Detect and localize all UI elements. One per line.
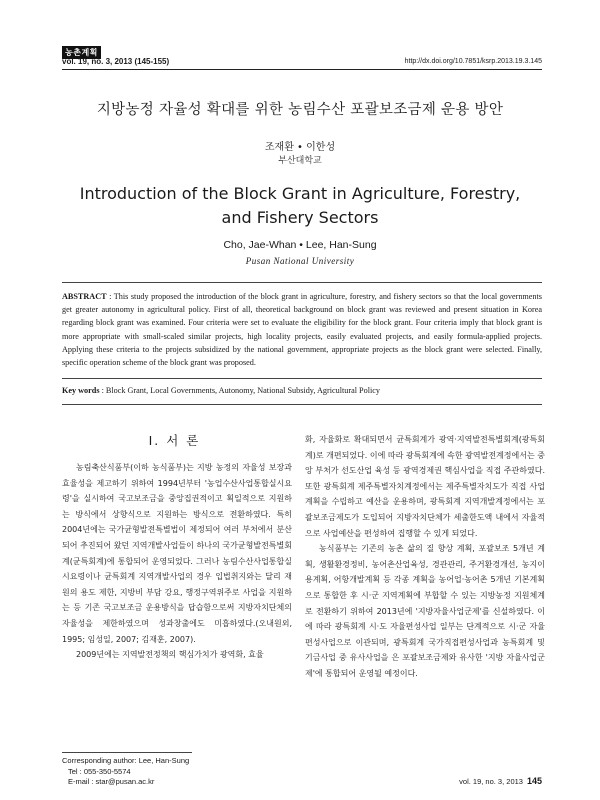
page-number: 145: [526, 776, 542, 786]
paragraph: 농식품부는 기존의 농촌 삶의 질 향상 계획, 포괄보조 5개년 계획, 생활환경정비, 농어촌산업육성, 경관관리, 주거환경개선, 농지이용계획, 어항개발계획 등 각종 계획을 농어업·농어촌 5개년 기본계획으로 통합한 후 시·군 지역계획에 부합할 수 있는 지방농정 지원체계로 전환하기 위하여 2013년에 '지방자율사업군제'를 신설하였다. 이에 따라 광특회계 시·도 자율편성사업 일부는 단계적으로 시·군 자율편성사업으로 이관되며, 광특회계 국가직접편성사업과 농특회계 및 기금사업 중 유사사업을 은 포괄보조금제와 유사한 '지방 자율사업군제'에 통합되어 운영될 예정이다.: [305, 544, 545, 678]
abstract-label: ABSTRACT: [62, 292, 107, 301]
keywords-text: : Block Grant, Local Governments, Autonomy, National Subsidy, Agricultural Policy: [99, 386, 380, 395]
english-title: [0, 182, 600, 230]
korean-authors: 조재환 • 이한성: [264, 142, 336, 153]
volume-line: vol. 19, no. 3, 2013 (145-155): [62, 57, 170, 66]
abstract-top-rule: [62, 282, 542, 283]
english-affiliation: Pusan National University: [245, 256, 355, 266]
korean-affiliation: 부산대학교: [278, 156, 322, 166]
english-title-line-1: Introduction of the Block Grant in Agriculture, Forestry,: [79, 184, 521, 203]
author-tel: Tel : 055-350-5574: [68, 766, 131, 776]
keywords: [62, 386, 542, 395]
left-column: [62, 460, 292, 663]
section-title: I. 서 론: [148, 433, 201, 448]
corresponding-author: Corresponding author: Lee, Han-Sung: [62, 756, 190, 765]
paragraph: 2009년에는 지역발전정책의 핵심가치가 광역화, 효율: [76, 650, 264, 660]
page-footer: [459, 776, 542, 786]
abstract-bottom-rule: [62, 378, 542, 379]
doi-link[interactable]: http://dx.doi.org/10.7851/ksrp.2013.19.3.145: [404, 58, 542, 65]
english-authors: Cho, Jae-Whan • Lee, Han-Sung: [223, 239, 377, 251]
footer-volume: vol. 19, no. 3, 2013: [459, 777, 523, 786]
keywords-label: Key words: [62, 386, 100, 395]
footnote: [62, 756, 189, 788]
header-rule: [62, 69, 542, 70]
abstract-text: : This study proposed the introduction of the block grant in agriculture, forestry, and fishery sectors so that the local governments get greater autonomy in agricultural policy. First of all, theoretical background on block grant was reviewed and present situation in Korea regarding block grant was examined. Four criteria were set to evaluate the eligibility for the block grant. Four criteria imply that block grant is more appropriate with small-scaled similar projects, high locality projects, easily evaluated projects, and easily formula-applied projects. Applying these criteria to the projects subsidized by the national government, appropriate projects as the block grant were selected. Finally, specific operation scheme of the block grant was proposed.: [62, 292, 542, 368]
footnote-rule: [62, 752, 192, 753]
right-column: [305, 432, 545, 682]
english-title-line-2: and Fishery Sectors: [221, 208, 379, 227]
journal-logo: 농촌계획: [62, 46, 101, 59]
author-email[interactable]: E-mail : star@pusan.ac.kr: [68, 777, 155, 786]
paragraph: 농림축산식품부(이하 농식품부)는 지방 농정의 자율성 보장과 효율성을 제고하기 위하여 1994년부터 '농업수산사업통합실시요령'을 실시하여 국고보조금을 중앙집권적이고 획일적으로 지원하는 방식에서 상향식으로 지원하는 방식으로 전환하였다. 특히 2004년에는 국가균형발전특별법이 제정되어 여러 부처에서 분산되어 추진되어 왔던 지역개발사업들이 하나의 국가균형발전특별회계(균특회계)에 통합되어 운영되었다. 그러나 농림수산사업통합실시요령이나 균특회계 지역개발사업의 경우 입법취지와는 달리 재원의 용도 제한, 지방비 부담 강요, 행정구역위주로 사업을 지원하는 등 기존 국고보조금 운용방식을 답습함으로써 지방자치단체의 자율성을 제한하였으며 성과창출에도 미흡하였다.(오내원외, 1995; 임성일, 2007; 김재훈, 2007).: [62, 463, 292, 644]
paragraph: 화, 자율화로 확대되면서 균특회계가 광역·지역발전특별회계(광특회계)로 개편되었다. 이에 따라 광특회계에 속한 광역발전계정에서는 중앙 부처가 선도산업 육성 등 광역경제권 핵심사업을 직접 주관하였다. 또한 광특회계 제주특별자치계정에서는 제주특별자치도가 직접 사업계획을 수립하고 예산을 운용하며, 광특회계 지역개발계정에서는 포괄보조금제도가 도입되어 지방자치단체가 세출한도액 내에서 자율적으로 사업예산을 편성하여 집행할 수 있게 되었다.: [305, 435, 545, 538]
keywords-bottom-rule: [62, 404, 542, 405]
abstract: [62, 290, 542, 369]
korean-title: 지방농정 자율성 확대를 위한 농림수산 포괄보조금제 운용 방안: [96, 102, 504, 118]
